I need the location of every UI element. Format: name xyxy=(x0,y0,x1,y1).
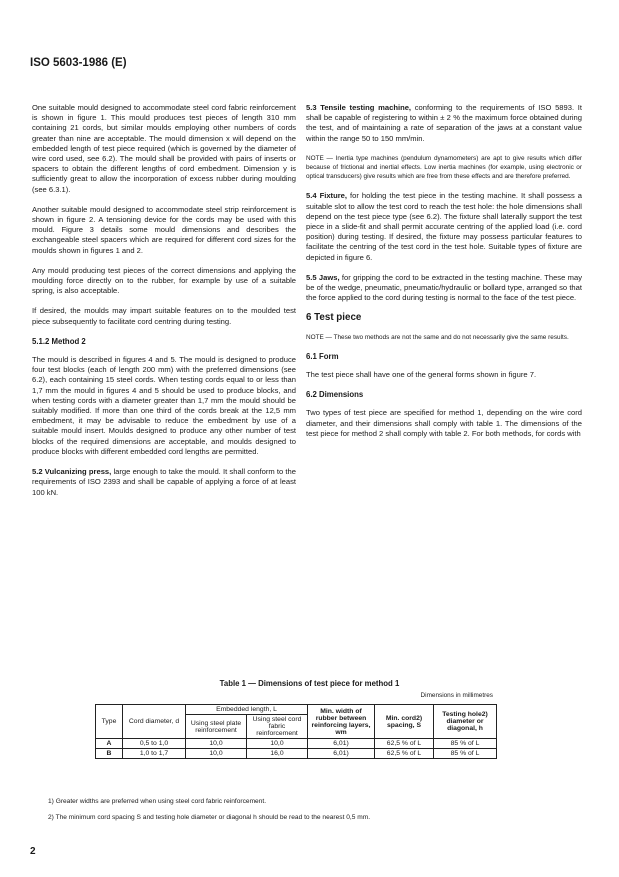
table-cell: 6,01) xyxy=(308,739,375,749)
table-cell: B xyxy=(96,749,123,759)
runin-heading: 5.2 Vulcanizing press, xyxy=(32,467,112,477)
table-cell: 0,5 to 1,0 xyxy=(123,739,186,749)
data-table xyxy=(95,704,497,759)
paragraph: One suitable mould designed to accommodate steel cord fabric reinforcement is shown in figure 1. This mould produces test pieces of length 310 mm containing 21 cords, but similar moulds employing other numbers of cords greater than nine are acceptable. The mould dimension x will depend on the embedded length of test piece required (which is governed by the diameter of wire cord used, see 6.2). The mould shall be provided with pairs of inserts or spacers to obtain the different lengths of cord embedment. Dimension y is sufficiently great to allow the incorporation of excess rubber during moulding (see 6.3.1). xyxy=(32,103,296,194)
table-row xyxy=(96,739,497,749)
table-cell: 1,0 to 1,7 xyxy=(123,749,186,759)
footnote: 1) Greater widths are preferred when using steel cord fabric reinforcement. xyxy=(48,798,267,805)
table-cell: 10,0 xyxy=(247,739,308,749)
column-header: Embedded length, L xyxy=(186,705,308,715)
paragraph-5-2 xyxy=(32,467,296,498)
runin-heading: 5.3 Tensile testing machine, xyxy=(306,103,412,112)
note: NOTE — These two methods are not the same and do not necessarily give the same results. xyxy=(306,333,569,341)
paragraph-text: for gripping the cord to be extracted in the testing machine. These may be of the wedge, pneumatic, pneumatic/hydraulic or bollard type, arranged so that the force applied to the cord during testing is normal to the face of the test piece. xyxy=(306,272,582,303)
paragraph: Another suitable mould designed to accommodate steel strip reinforcement is shown in figure 2. A tensioning device for the cords may be used with this mould. Figure 3 details some mould dimensions and describes the exchangeable steel spacers which are required for different cord sizes for the moulds shown in figures 1 and 2. xyxy=(32,204,296,255)
section-heading-5-1-2: 5.1.2 Method 2 xyxy=(32,336,86,346)
column-header: Cord diameter, d xyxy=(123,705,186,739)
table-cell: 10,0 xyxy=(186,749,247,759)
table-row xyxy=(96,749,497,759)
table-cell: 85 % of L xyxy=(434,739,497,749)
left-column xyxy=(32,103,296,508)
paragraph: Two types of test piece are specified for method 1, depending on the wire cord diameter, and their dimensions shall comply with table 1. The dimensions of the test piece for method 2 shall comply with table 2. For both methods, for cords with xyxy=(306,408,582,438)
paragraph-text: large enough to take the mould. It shall conform to the requirements of ISO 2393 and shall be capable of applying a force of at least 100 kN. xyxy=(32,467,296,497)
paragraph: The mould is described in figures 4 and 5. The mould is designed to produce four test blocks (each of length 200 mm) with the preferred dimensions (see 6.2), each containing 15 steel cords. When testing cords equal to or less than 1,7 mm the mould in figures 4 and 5 should be used to produce blocks, and when testing cords with a diameter greater than 1,7 mm the mould should be suitably modified. If more than one third of the cords break at the 12,5 mm embedment, it may be advisable to reduce the embedment by use of a suitable mould insert. Moulds designed to produce any other number of test blocks of the required dimensions are acceptable, and moulds designed to produce blocks with different embedded cord lengths are permitted. xyxy=(32,355,296,456)
runin-heading: 5.4 Fixture, xyxy=(306,191,347,201)
right-column xyxy=(306,103,582,449)
paragraph: The test piece shall have one of the general forms shown in figure 7. xyxy=(306,370,537,380)
column-header: Testing hole2) diameter or diagonal, h xyxy=(434,705,497,739)
section-heading-6-1: 6.1 Form xyxy=(306,351,339,361)
paragraph-5-4 xyxy=(306,191,582,262)
column-header: Using steel plate reinforcement xyxy=(186,715,247,739)
column-header: Min. width of rubber between reinforcing layers, wm xyxy=(308,705,375,739)
column-header: Min. cord2) spacing, S xyxy=(375,705,434,739)
note: NOTE — Inertia type machines (pendulum dynamometers) are apt to give results which differ because of frictional and inertial effects. Low inertia machines (for example, using electronic or optical transducers) give results which are free from these effects and are therefore preferred. xyxy=(306,154,582,181)
section-heading-6-2: 6.2 Dimensions xyxy=(306,390,364,400)
table-cell: A xyxy=(96,739,123,749)
paragraph-text: conforming to the requirements of ISO 5893. It shall be capable of registering to within ± 2 % the maximum force obtained during the test, and of maintaining a rate of separation of the jaws at a constant value within the range 50 to 150 mm/min. xyxy=(306,103,582,143)
paragraph-5-5 xyxy=(306,273,582,304)
table-units: Dimensions in millimetres xyxy=(420,692,493,699)
table-cell: 85 % of L xyxy=(434,749,497,759)
page-number: 2 xyxy=(30,846,36,857)
runin-heading: 5.5 Jaws, xyxy=(306,272,340,282)
table-title: Table 1 — Dimensions of test piece for method 1 xyxy=(219,679,400,688)
section-heading-6: 6 Test piece xyxy=(306,312,362,324)
footnote: 2) The minimum cord spacing S and testing hole diameter or diagonal h should be read to the nearest 0,5 mm. xyxy=(48,814,371,821)
table-cell: 16,0 xyxy=(247,749,308,759)
table-cell: 10,0 xyxy=(186,739,247,749)
table-cell: 62,5 % of L xyxy=(375,739,434,749)
paragraph-text: for holding the test piece in the testing machine. It shall possess a suitable slot to allow the test cord to reach the test hole: the hole dimensions shall depend on the test piece type (see 6.2). The fixture shall laterally support the test piece in a slide-fit and shall permit accurate centring of the applied load (i.e. cord position) during testing. If desired, the fixture may possess particular features to facilitate the centring of the test cord in the test hole. Suitable types of fixture are depicted in figure 6. xyxy=(306,191,582,262)
paragraph: Any mould producing test pieces of the correct dimensions and applying the moulding force directly on to the rubber, for example by use of a suitable spring, is also acceptable. xyxy=(32,265,296,296)
table-cell: 6,01) xyxy=(308,749,375,759)
document-id: ISO 5603-1986 (E) xyxy=(30,57,127,69)
column-header: Type xyxy=(96,705,123,739)
paragraph: If desired, the moulds may impart suitable features on to the moulded test piece subsequently to facilitate cord centring during testing. xyxy=(32,306,296,326)
table-cell: 62,5 % of L xyxy=(375,749,434,759)
column-header: Using steel cord fabric reinforcement xyxy=(247,715,308,739)
paragraph-5-3 xyxy=(306,103,582,144)
